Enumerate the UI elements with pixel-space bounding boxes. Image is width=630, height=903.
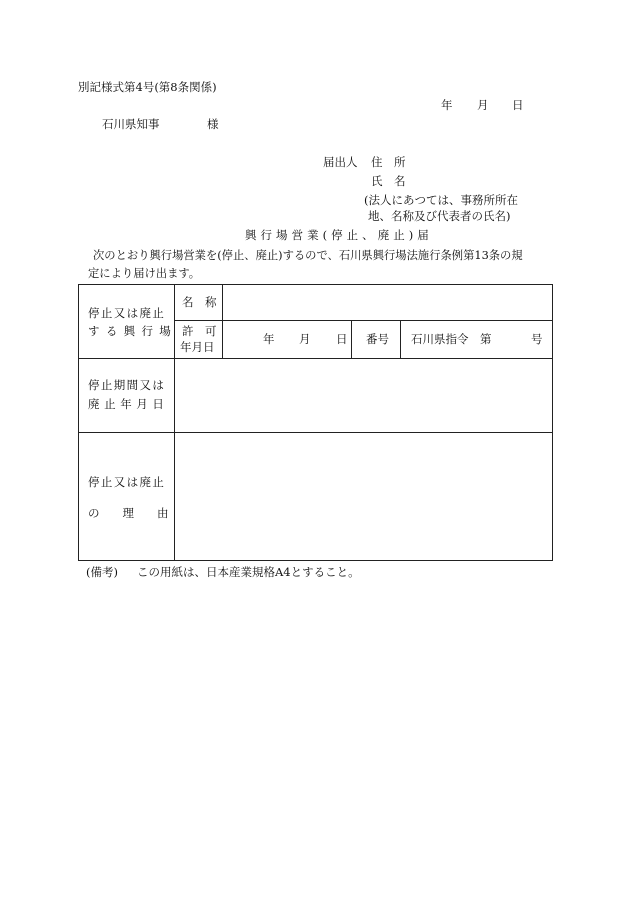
reason-label-line1: 停止又は廃止 [88,475,166,489]
table-row [79,285,553,321]
table-row [79,433,553,561]
remarks-text: この用紙は、日本産業規格A4とすること。 [137,565,360,579]
permit-date-label-cell [175,321,223,359]
permit-year-label: 年 [263,332,275,346]
document-title: 興行場営業(停止、廃止)届 [245,228,433,242]
designation-text: 石川県指令 第 [411,332,492,346]
facility-label-cell [79,285,178,359]
reason-label-line2: の 理 由 [88,506,169,520]
name-label: 名 称 [182,295,217,309]
body-line-2: 定により届け出ます。 [88,267,201,280]
permit-label-line2: 年月日 [180,340,215,354]
name-value-cell[interactable] [223,285,553,321]
reason-value-cell[interactable] [175,433,553,561]
permit-day-label: 日 [336,332,348,346]
applicant-label: 届出人 [323,155,358,169]
number-label: 番号 [366,332,389,346]
date-day-label: 日 [512,98,524,112]
period-label-cell [79,359,175,433]
remarks-label: (備考) [86,565,118,579]
designation-suffix: 号 [531,332,543,346]
addressee-honorific: 様 [207,117,219,131]
permit-date-value-cell[interactable] [223,321,352,359]
designation-cell[interactable] [401,321,553,359]
form-table [78,284,553,561]
form-number: 別記様式第4号(第8条関係) [78,80,217,94]
number-label-cell [352,321,401,359]
period-label-line1: 停止期間又は [88,378,166,392]
body-line-1: 次のとおり興行場営業を(停止、廃止)するので、石川県興行場法施行条例第13条の規 [93,249,523,262]
applicant-note-line1: (法人にあつては、事務所所在 [364,193,518,207]
applicant-note-line2: 地、名称及び代表者の氏名) [368,209,511,223]
date-month-label: 月 [477,98,489,112]
table-row [79,359,553,433]
date-year-label: 年 [441,98,453,112]
addressee: 石川県知事 [102,117,160,131]
facility-label-line2: する興行場 [88,324,178,338]
applicant-address-label: 住 所 [371,155,406,169]
name-label-cell [175,285,223,321]
permit-label-line1: 許 可 [182,324,217,338]
period-value-cell[interactable] [175,359,553,433]
period-label-line2: 廃止年月日 [88,397,169,411]
facility-label-line1: 停止又は廃止 [88,306,166,320]
reason-label-cell [79,433,175,561]
permit-month-label: 月 [299,332,311,346]
applicant-name-label: 氏 名 [371,174,406,188]
